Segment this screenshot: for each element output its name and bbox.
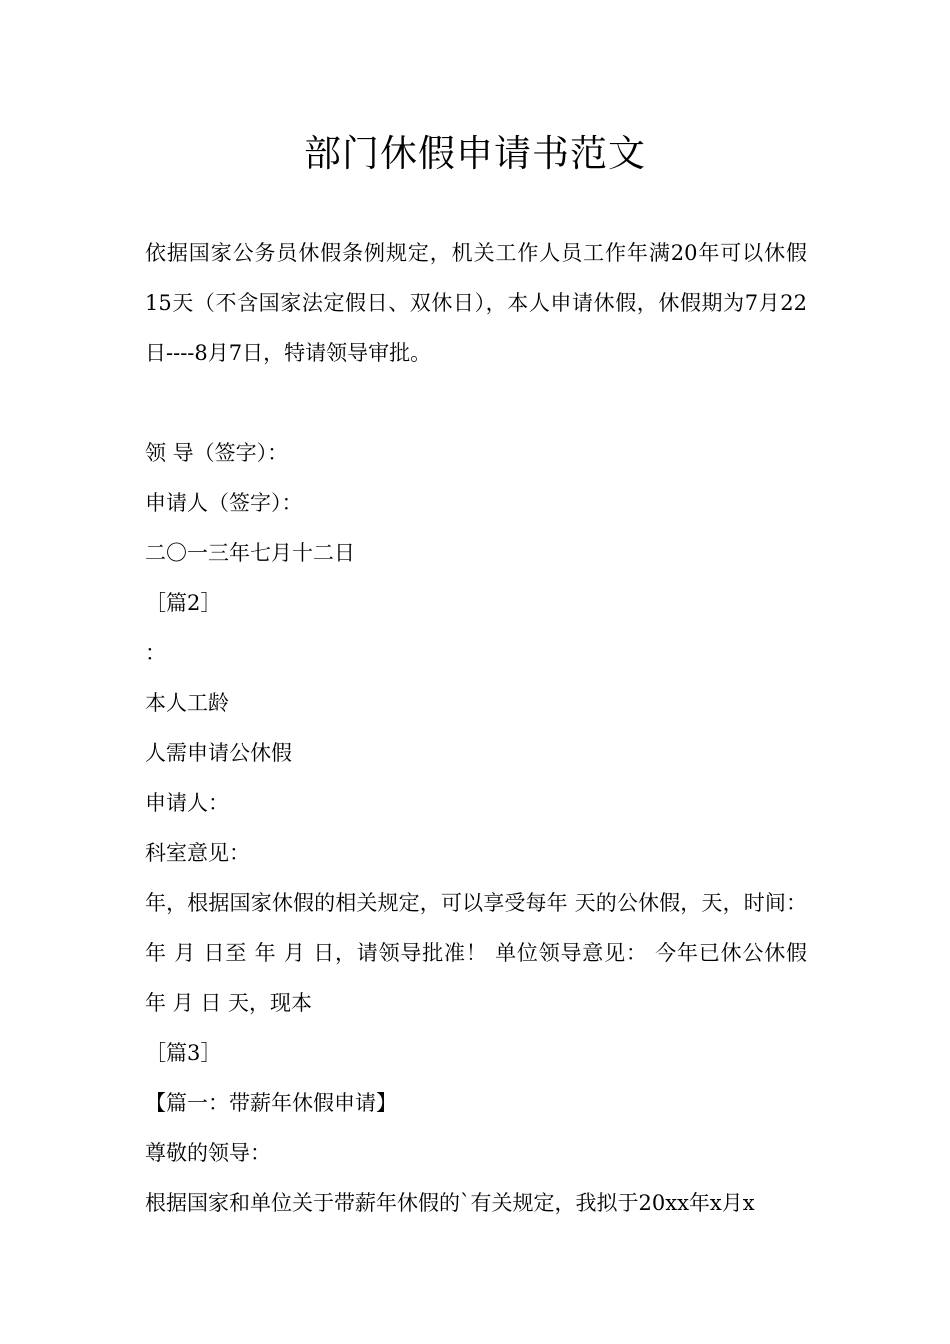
body-paragraph-1: 依据国家公务员休假条例规定，机关工作人员工作年满20年可以休假15天（不含国家法定假日、双休日），本人申请休假，休假期为7月22日----8月7日，特请领导审批。 <box>145 241 807 365</box>
leader-signature-line: 领 导（签字）： <box>145 441 289 465</box>
section-marker-2: ［篇2］ <box>145 591 222 615</box>
applicant-signature-line: 申请人（签字）： <box>145 491 303 515</box>
document-body <box>145 228 807 1228</box>
date-line: 二〇一三年七月十二日 <box>145 541 355 565</box>
document-title: 部门休假申请书范文 <box>304 132 646 175</box>
section-heading-1: 【篇一：带薪年休假申请】 <box>145 1091 397 1115</box>
section-marker-3: ［篇3］ <box>145 1041 222 1065</box>
leave-request-line: 人需申请公休假 <box>145 741 292 765</box>
seniority-line: 本人工龄 <box>145 691 229 715</box>
salutation-line: 尊敬的领导： <box>145 1141 271 1165</box>
department-opinion-line: 科室意见： <box>145 841 250 865</box>
colon-line: ： <box>145 641 166 665</box>
paragraph-gap <box>145 378 807 428</box>
body-paragraph-3: 根据国家和单位关于带薪年休假的`有关规定，我拟于20xx年x月x <box>145 1191 755 1215</box>
body-paragraph-2: 年，根据国家休假的相关规定，可以享受每年 天的公休假，天，时间： 年 月 日至 年 月 日，请领导批准！ 单位领导意见： 今年已休公休假 年 月 日 天，现本 <box>145 891 807 1015</box>
applicant-line: 申请人： <box>145 791 229 815</box>
